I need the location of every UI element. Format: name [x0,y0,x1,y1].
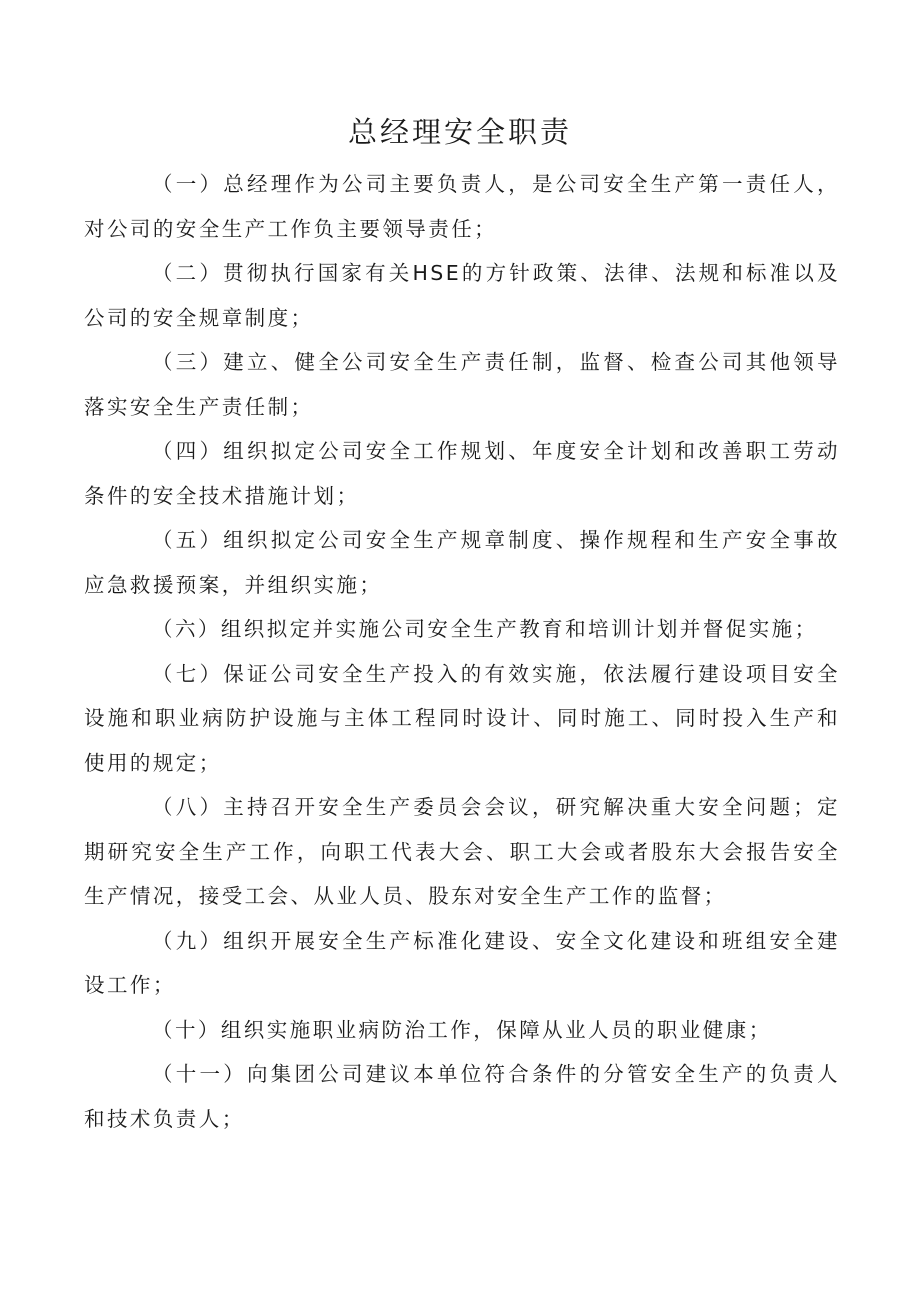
document-body [84,162,840,1141]
paragraph-5: （五）组织拟定公司安全生产规章制度、操作规程和生产安全事故应急救援预案，并组织实施； [84,528,840,597]
paragraph-7: （七）保证公司安全生产投入的有效实施，依法履行建设项目安全设施和职业病防护设施与主体工程同时设计、同时施工、同时投入生产和使用的规定； [84,661,840,775]
paragraph-11: （十一）向集团公司建议本单位符合条件的分管安全生产的负责人和技术负责人； [84,1062,840,1131]
document-title: 总经理安全职责 [347,115,572,149]
paragraph-8: （八）主持召开安全生产委员会会议，研究解决重大安全问题；定期研究安全生产工作，向职工代表大会、职工大会或者股东大会报告安全生产情况，接受工会、从业人员、股东对安全生产工作的监督； [84,795,840,908]
paragraph-1: （一）总经理作为公司主要负责人，是公司安全生产第一责任人，对公司的安全生产工作负主要领导责任； [84,172,840,241]
paragraph-10: （十）组织实施职业病防治工作，保障从业人员的职业健康； [152,1017,772,1042]
paragraph-2: （二）贯彻执行国家有关HSE的方针政策、法律、法规和标准以及公司的安全规章制度； [84,261,840,330]
paragraph-9: （九）组织开展安全生产标准化建设、安全文化建设和班组安全建设工作； [84,928,840,997]
paragraph-4: （四）组织拟定公司安全工作规划、年度安全计划和改善职工劳动条件的安全技术措施计划； [84,439,840,508]
paragraph-3: （三）建立、健全公司安全生产责任制，监督、检查公司其他领导落实安全生产责任制； [84,350,840,419]
paragraph-6: （六）组织拟定并实施公司安全生产教育和培训计划并督促实施； [152,617,818,641]
